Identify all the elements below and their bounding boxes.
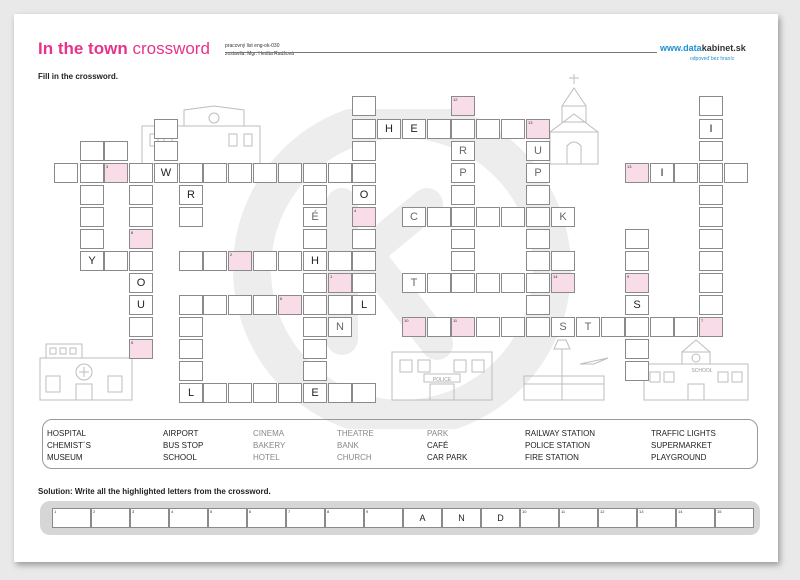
crossword-cell[interactable] [699,163,723,183]
crossword-cell[interactable] [551,273,575,293]
crossword-cell[interactable] [476,119,500,139]
crossword-cell[interactable] [352,251,376,271]
crossword-cell[interactable] [526,273,550,293]
crossword-cell[interactable] [352,383,376,403]
crossword-cell[interactable] [476,317,500,337]
school-sign: SCHOOL [691,368,713,374]
clue-number: 5 [131,340,134,345]
crossword-cell[interactable] [402,207,426,227]
crossword-cell[interactable] [328,295,352,315]
crossword-cell[interactable] [352,185,376,205]
crossword-cell[interactable] [303,383,327,403]
crossword-cell[interactable] [328,383,352,403]
solution-letter: A [419,513,426,523]
word-bank-item: HOTEL [253,453,280,462]
crossword-cell[interactable] [526,317,550,337]
school-illustration [644,340,748,400]
worksheet [14,14,778,562]
solution-number: 11 [561,509,566,514]
crossword-cell[interactable] [278,163,302,183]
solution-number: 15 [717,509,722,514]
solution-number: 3 [132,509,135,514]
crossword-cell[interactable] [129,317,153,337]
crossword-cell[interactable] [328,251,352,271]
site-tagline: odpoveď bez hraníc [690,56,735,62]
solution-number: 8 [327,509,330,514]
site-link[interactable] [660,43,746,53]
crossword-cell[interactable] [427,119,451,139]
crossword-cell[interactable] [129,251,153,271]
crossword-cell[interactable] [80,251,104,271]
cell-letter: N [336,321,344,333]
crossword-cell[interactable] [303,207,327,227]
police-sign: POLICE [432,377,452,383]
crossword-cell[interactable] [402,119,426,139]
cell-letter: I [709,123,713,135]
word-bank-item: RAILWAY STATION [525,429,596,438]
word-bank-item: FIRE STATION [525,453,579,462]
word-bank-item: BAKERY [253,441,286,450]
crossword-cell[interactable] [303,339,327,359]
word-bank-item: HOSPITAL [47,429,86,438]
word-bank-item: CAR PARK [427,453,468,462]
solution-letter: D [497,513,504,523]
word-bank-item: CINEMA [253,429,285,438]
solution-cell[interactable] [286,508,325,528]
crossword-cell[interactable] [451,273,475,293]
crossword-cell[interactable] [352,119,376,139]
crossword-cell[interactable] [699,141,723,161]
crossword-cell[interactable] [476,273,500,293]
meta-line-1: pracovný list eng-ok-030 [225,43,280,49]
cell-letter: T [410,277,418,289]
crossword-cell[interactable] [303,295,327,315]
crossword-cell[interactable] [203,295,227,315]
crossword-cell[interactable] [352,96,376,116]
crossword-cell[interactable] [526,251,550,271]
solution-number: 9 [366,509,369,514]
cell-letter: O [359,189,369,201]
crossword-cell[interactable] [501,317,525,337]
crossword-cell[interactable] [526,163,550,183]
crossword-cell[interactable] [129,339,153,359]
crossword-cell[interactable] [625,229,649,249]
solution-number: 5 [210,509,213,514]
crossword-cell[interactable] [228,163,252,183]
crossword-cell[interactable] [625,339,649,359]
crossword-cell[interactable] [203,251,227,271]
solution-number: 10 [522,509,527,514]
crossword-cell[interactable] [303,229,327,249]
crossword-cell[interactable] [699,185,723,205]
solution-number: 13 [639,509,644,514]
crossword-cell[interactable] [278,295,302,315]
crossword-cell[interactable] [228,251,252,271]
word-bank-item: CAFÉ [427,441,449,450]
crossword-cell[interactable] [328,163,352,183]
crossword-cell[interactable] [328,317,352,337]
crossword-cell[interactable] [228,383,252,403]
solution-cell[interactable] [676,508,715,528]
crossword-cell[interactable] [699,119,723,139]
crossword-cell[interactable] [179,207,203,227]
solution-cell[interactable] [247,508,286,528]
page-title [38,39,210,59]
crossword-cell[interactable] [129,295,153,315]
clue-number: 13 [627,164,632,169]
crossword-cell[interactable] [451,185,475,205]
cell-letter: R [459,145,467,157]
solution-cell[interactable] [208,508,247,528]
cell-letter: E [410,123,418,135]
cell-letter: S [559,321,567,333]
crossword-cell[interactable] [451,251,475,271]
word-bank-item: BANK [337,441,359,450]
crossword-cell[interactable] [303,251,327,271]
crossword-cell[interactable] [154,119,178,139]
crossword-cell[interactable] [253,383,277,403]
crossword-cell[interactable] [699,96,723,116]
word-bank-item: POLICE STATION [525,441,591,450]
crossword-cell[interactable] [303,163,327,183]
crossword-cell[interactable] [179,383,203,403]
cell-letter: É [311,211,319,223]
word-bank-item: PARK [427,429,449,438]
crossword-cell[interactable] [625,163,649,183]
cell-letter: O [136,277,146,289]
clue-number: 6 [280,296,283,301]
crossword-cell[interactable] [129,185,153,205]
crossword-cell[interactable] [526,229,550,249]
cell-letter: U [137,299,145,311]
crossword-cell[interactable] [179,251,203,271]
word-bank-item: AIRPORT [163,429,199,438]
crossword-cell[interactable] [179,361,203,381]
crossword-cell[interactable] [179,295,203,315]
crossword-cell[interactable] [402,273,426,293]
solution-cell[interactable] [91,508,130,528]
crossword-cell[interactable] [203,163,227,183]
solution-number: 7 [288,509,291,514]
word-bank-item: TRAFFIC LIGHTS [651,429,716,438]
crossword-cell[interactable] [352,295,376,315]
crossword-cell[interactable] [80,185,104,205]
clue-number: 13 [528,120,533,125]
crossword-cell[interactable] [278,251,302,271]
hospital-illustration [40,344,132,400]
cell-letter: Y [88,255,96,267]
crossword-cell[interactable] [352,163,376,183]
word-bank-item: SUPERMARKET [651,441,712,450]
word-bank-item: SCHOOL [163,453,197,462]
cell-letter: E [311,387,319,399]
crossword-cell[interactable] [253,295,277,315]
crossword-cell[interactable] [625,251,649,271]
clue-number: 7 [701,318,704,323]
solution-cell[interactable] [325,508,364,528]
crossword-cell[interactable] [154,141,178,161]
cell-letter: H [385,123,393,135]
solution-cell[interactable] [559,508,598,528]
crossword-cell[interactable] [303,361,327,381]
crossword-cell[interactable] [625,361,649,381]
crossword-cell[interactable] [154,163,178,183]
crossword-cell[interactable] [228,295,252,315]
crossword-cell[interactable] [650,317,674,337]
crossword-cell[interactable] [501,273,525,293]
crossword-cell[interactable] [501,207,525,227]
clue-number: 8 [131,230,134,235]
crossword-cell[interactable] [501,119,525,139]
crossword-cell[interactable] [699,295,723,315]
crossword-cell[interactable] [601,317,625,337]
crossword-cell[interactable] [451,96,475,116]
crossword-cell[interactable] [352,273,376,293]
solution-cell[interactable] [442,508,481,528]
crossword-cell[interactable] [451,163,475,183]
clue-number: 11 [453,318,458,323]
site-suffix: kabinet.sk [701,43,746,53]
crossword-cell[interactable] [427,317,451,337]
crossword-cell[interactable] [80,163,104,183]
crossword-cell[interactable] [129,163,153,183]
site-prefix: www.data [660,43,702,53]
crossword-cell[interactable] [427,207,451,227]
crossword-cell[interactable] [699,207,723,227]
crossword-cell[interactable] [625,273,649,293]
crossword-cell[interactable] [625,317,649,337]
crossword-cell[interactable] [551,207,575,227]
cell-letter: W [160,167,172,179]
crossword-cell[interactable] [650,163,674,183]
cell-letter: P [459,167,467,179]
instruction: Fill in the crossword. [38,72,119,81]
cell-letter: K [559,211,567,223]
crossword-cell[interactable] [179,163,203,183]
solution-cell[interactable] [52,508,91,528]
clue-number: 4 [354,208,357,213]
title-main: In the town [38,39,128,58]
clue-number: 12 [453,97,458,102]
solution-cell[interactable] [130,508,169,528]
solution-cell[interactable] [364,508,403,528]
crossword-cell[interactable] [451,141,475,161]
crossword-cell[interactable] [104,251,128,271]
crossword-cell[interactable] [699,251,723,271]
solution-cell[interactable] [715,508,754,528]
meta-line-2: zostavila: Mgr. Hedita Radšová [225,51,294,57]
clue-number: 14 [553,274,558,279]
crossword-cell[interactable] [674,317,698,337]
crossword-cell[interactable] [129,229,153,249]
crossword-cell[interactable] [699,273,723,293]
crossword-cell[interactable] [303,317,327,337]
crossword-cell[interactable] [278,383,302,403]
solution-cell[interactable] [403,508,442,528]
crossword-cell[interactable] [303,273,327,293]
solution-number: 6 [249,509,252,514]
solution-cell[interactable] [637,508,676,528]
crossword-cell[interactable] [402,317,426,337]
word-bank-item: CHURCH [337,453,372,462]
crossword-cell[interactable] [451,317,475,337]
crossword-cell[interactable] [328,273,352,293]
crossword-cell[interactable] [352,141,376,161]
crossword-cell[interactable] [203,383,227,403]
solution-number: 1 [54,509,57,514]
crossword-cell[interactable] [303,185,327,205]
crossword-cell[interactable] [674,163,698,183]
solution-title: Solution: Write all the highlighted letters from the crossword. [38,487,271,496]
crossword-cell[interactable] [451,119,475,139]
crossword-cell[interactable] [179,339,203,359]
crossword-cell[interactable] [129,273,153,293]
cell-letter: U [534,145,542,157]
crossword-cell[interactable] [54,163,78,183]
crossword-cell[interactable] [352,207,376,227]
crossword-cell[interactable] [253,251,277,271]
cell-letter: P [534,167,542,179]
cell-letter: T [584,321,592,333]
solution-number: 4 [171,509,174,514]
solution-cell[interactable] [169,508,208,528]
crossword-cell[interactable] [551,251,575,271]
solution-number: 12 [600,509,605,514]
crossword-cell[interactable] [129,207,153,227]
crossword-cell[interactable] [451,207,475,227]
crossword-cell[interactable] [253,163,277,183]
worksheet-meta [225,42,294,58]
title-sub: crossword [132,39,210,58]
crossword-cell[interactable] [179,317,203,337]
word-bank-item: THEATRE [337,429,374,438]
crossword-cell[interactable] [526,119,550,139]
cell-letter: L [187,387,195,399]
clue-number: 9 [627,274,630,279]
crossword-cell[interactable] [80,141,104,161]
word-bank [42,419,758,469]
solution-number: 14 [678,509,683,514]
cell-letter: C [410,211,418,223]
crossword-cell[interactable] [625,295,649,315]
crossword-cell[interactable] [526,295,550,315]
crossword-cell[interactable] [451,229,475,249]
crossword-cell[interactable] [699,317,723,337]
clue-number: 10 [404,318,409,323]
header-divider [225,52,657,53]
crossword-cell[interactable] [526,185,550,205]
crossword-cell[interactable] [352,229,376,249]
clue-number: 1 [330,274,333,279]
word-bank-item: PLAYGROUND [651,453,707,462]
cell-letter: S [633,299,641,311]
clue-number: 2 [230,252,233,257]
crossword-cell[interactable] [699,229,723,249]
word-bank-item: BUS STOP [163,441,204,450]
crossword-cell[interactable] [80,229,104,249]
crossword-cell[interactable] [104,141,128,161]
crossword-cell[interactable] [724,163,748,183]
cell-letter: L [360,299,368,311]
cell-letter: R [187,189,195,201]
solution-cell[interactable] [598,508,637,528]
solution-cell[interactable] [481,508,520,528]
crossword-cell[interactable] [104,163,128,183]
crossword-cell[interactable] [80,207,104,227]
clue-number: 3 [106,164,109,169]
crossword-cell[interactable] [526,141,550,161]
word-bank-item: CHEMIST´S [47,441,91,450]
cell-letter: H [311,255,319,267]
crossword-cell[interactable] [377,119,401,139]
word-bank-item: MUSEUM [47,453,83,462]
crossword-cell[interactable] [427,273,451,293]
crossword-cell[interactable] [526,207,550,227]
solution-number: 2 [93,509,96,514]
crossword-cell[interactable] [576,317,600,337]
solution-cell[interactable] [520,508,559,528]
crossword-cell[interactable] [551,317,575,337]
solution-letter: N [458,513,465,523]
crossword-cell[interactable] [476,207,500,227]
cell-letter: I [660,167,664,179]
crossword-cell[interactable] [179,185,203,205]
